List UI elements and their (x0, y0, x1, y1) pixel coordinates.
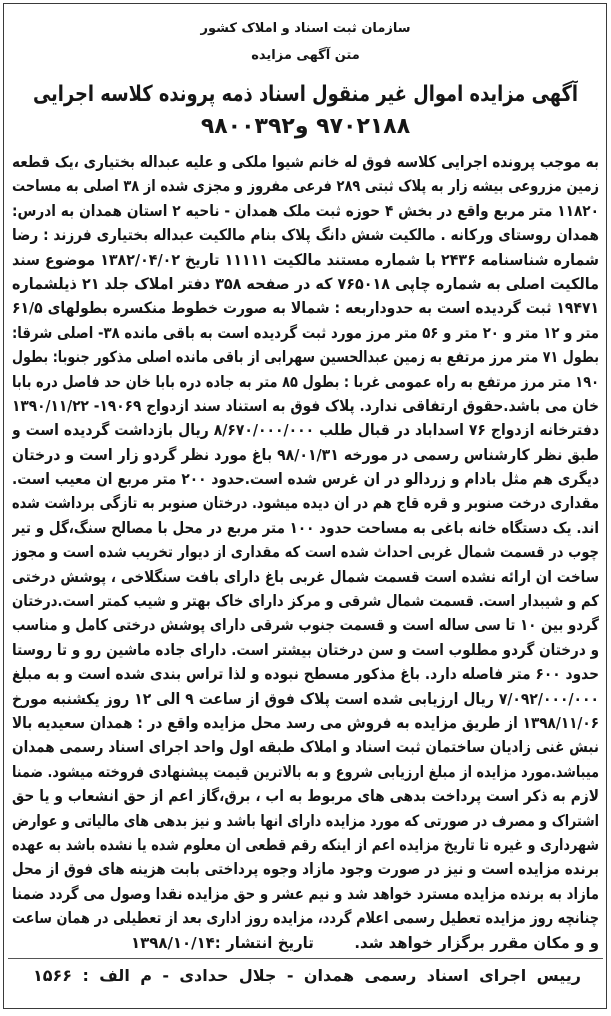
body-line (12, 418, 599, 442)
body-line (12, 735, 599, 759)
body-line-text: ۱۹۴۷۱ ثبت گردیده است به حدوداربعه : شمالا به صورت خطوط منکسره بطولهای ۶۱/۵ (12, 299, 599, 318)
body-line-text: مقداری درخت صنوبر و قره قاج هم در ان دیده میشود. درختان صنوبر به تازگی برداشت شده (12, 494, 599, 513)
body-line-text: شماره شناسنامه ۲۴۳۶ با شماره مستند مالکیت ۱۱۱۱۱ تاریخ ۱۳۸۲/۰۴/۰۲ موضوع سند (12, 250, 599, 269)
closing-line-content (131, 931, 599, 955)
body-line (12, 370, 599, 394)
body-line (12, 613, 599, 637)
body-line-text: لازم به ذکر است پرداخت بدهی های مربوط به اب ، برق،گاز اعم از حق انشعاب و یا حق (12, 787, 599, 806)
body-line (12, 589, 599, 613)
body-line-text: ۱۹۰ متر مرز مرتفع به راه عمومی غربا : بطول ۸۵ متر به جاده دره بابا خان حد فاصل دره بابا (12, 372, 599, 391)
body-line (12, 174, 599, 198)
body-line-text: نبش غنی زادیان ساختمان ثبت اسناد و املاک طبقه اول واحد اجرای اسناد رسمی همدان (12, 738, 599, 757)
body-line (12, 906, 599, 930)
body-line-text: طبق نظر کارشناس رسمی در مورخه ۹۸/۰۱/۳۱ باغ مورد نظر گردو زار است و درختان (12, 445, 599, 464)
case-numbers: ۹۷۰۲۱۸۸ و۹۸۰۰۳۹۲ (200, 114, 411, 139)
body-line (12, 272, 599, 296)
publication-date: تاریخ انتشار :۱۳۹۸/۱۰/۱۴ (131, 933, 314, 952)
body-line (12, 809, 599, 833)
closing-line (131, 931, 599, 955)
body-line-text: ساخت ان ارائه نشده است قسمت شمال غربی باغ دارای بافت سنگلاخی ، پوشش درختی (12, 567, 599, 586)
body-line-text: متر و ۱۲ متر و ۲۰ متر و ۵۶ متر مرز مورد ثبت گردیده است به باقی مانده ۳۸- اصلی شرقا: (12, 323, 599, 342)
body-line (12, 394, 599, 418)
body-line-text: دیگری هم مثل بادام و زردالو در ان غرس شده است.حدود ۲۰۰ متر مربع ان معیب است. (12, 470, 599, 489)
body-line (12, 223, 599, 247)
body-line (12, 491, 599, 515)
body-line-text: ۷/۰۹۲/۰۰۰/۰۰۰ ریال ارزیابی شده است پلاک فوق از ساعت ۹ الی ۱۲ روز یکشنبه مورخ (12, 689, 599, 708)
footer-divider (8, 958, 603, 959)
body-line (12, 638, 599, 662)
body-line (12, 760, 599, 784)
closing-text: و و مکان مقرر برگزار خواهد شد. (354, 933, 599, 952)
body-line (12, 443, 599, 467)
body-line (12, 857, 599, 881)
body-line-text: کم و شیبدار است. قسمت شمال شرقی و مرکز دارای خاک بهتر و شیب کمتر است.درختان (12, 592, 599, 611)
body-line-text: مالکیت اصلی به شماره چاپی ۷۶۵۰۱۸ که در صفحه ۳۵۸ دفتر املاک جلد ۲۱ ذیلشماره (12, 274, 599, 293)
body-line (12, 662, 599, 686)
body-line-text: چنانچه روز مزایده تعطیل رسمی اعلام گردد، مزایده روز اداری بعد از تعطیلی در همان ساعت (12, 909, 599, 928)
notice-title-text: آگهی مزایده اموال غیر منقول اسناد ذمه پرونده کلاسه اجرایی (33, 82, 578, 107)
body-line (12, 150, 599, 174)
body-line (12, 784, 599, 808)
body-line-text: حدود ۶۰۰ متر فاصله دارد. باغ مذکور مسطح نبوده و لذا تراس بندی شده است و به مبلغ (12, 665, 599, 684)
body-line-text: خان می باشد.حقوق ارتفاقی ندارد. پلاک فوق به استناد سند ازدواج ۱۹۰۶۹- ۱۳۹۰/۱۱/۲۲ (12, 396, 599, 415)
notice-type: متن آگهی مزایده (251, 48, 360, 63)
body-line (12, 467, 599, 491)
body-line-text: همدان روستای ورکانه . مالکیت شش دانگ پلاک بنام مالکیت عبداله بختیاری فرزند : رضا (12, 226, 599, 245)
body-line-text: میباشد.مورد مزایده از مبلغ ارزیابی شروع و به بالاترین قیمت پیشنهادی فروخته میشود. ضمنا (12, 762, 599, 781)
body-line-text: گردو بین ۱۰ تا سی ساله است و قسمت جنوب شرقی دارای پوشش درختی کامل و مناسب (12, 616, 599, 635)
body-line (12, 296, 599, 320)
body-line (12, 882, 599, 906)
notice-title (33, 78, 578, 112)
body-line (12, 565, 599, 589)
body-line-text: بطول ۷۱ متر مرز مرتفع به زمین عبدالحسین سهرابی از باقی مانده اصلی مذکور جنوبا: بطول (12, 348, 599, 367)
body-line-text: به موجب پرونده اجرایی کلاسه فوق له خانم شیوا ملکی و علیه عبداله بختیاری ،یک قطعه (12, 153, 599, 171)
body-line (12, 345, 599, 369)
body-line (12, 711, 599, 735)
body-line-text: شهرداری و غیره تا تاریخ مزایده اعم از اینکه رقم قطعی ان معلوم شده یا نشده باشد به عهده (12, 835, 599, 854)
footer-signature-text: رییس اجرای اسناد رسمی همدان - جلال حدادی - م الف : ۱۵۶۶ (33, 966, 581, 985)
agency-name: سازمان ثبت اسناد و املاک کشور (200, 21, 411, 36)
body-line-text: اشتراک و مصرف در صورتی که مورد مزایده دارای انها باشد و نیز بدهی های مالیاتی و عوارض (12, 811, 599, 830)
notice-body (12, 150, 599, 955)
body-line-text: زمین مزروعی بیشه زار به پلاک ثبتی ۲۸۹ فرعی مفروز و مجزی شده از ۳۸ اصلی به مساحت (12, 177, 599, 196)
body-line-text: و درختان گردو مطلوب است و سن درختان بیشتر است. دارای جاده ماشین رو و تا روستا (12, 640, 599, 659)
body-line-text: دفترخانه ازدواج ۷۶ اسداباد در قبال طلب ۸/۶۷۰/۰۰۰/۰۰۰ ریال بازداشت گردیده است و (12, 421, 599, 440)
body-line-text: برنده مزایده است و نیز در صورت وجود مازاد وجوه پرداختی بابت هزینه های فوق از محل (12, 860, 599, 879)
body-line (12, 540, 599, 564)
footer-signature (33, 963, 581, 989)
body-line (12, 833, 599, 857)
body-line (12, 687, 599, 711)
body-line (12, 199, 599, 223)
body-line-text: مازاد به برنده مزایده مسترد خواهد شد و نیم عشر و حق مزایده نقدا وصول می گردد ضمنا (12, 884, 599, 903)
body-line-text: ۱۱۸۲۰ متر مربع واقع در بخش ۴ حوزه ثبت ملک همدان - ناحیه ۲ استان همدان به ادرس: (12, 201, 599, 220)
body-line-text: چوب در قسمت شمال غربی احداث شده است که مقداری از دیوار تخریب شده است و مجوز (12, 543, 599, 562)
body-line-text: اند. یک دستگاه خانه باغی به مساحت حدود ۱۰۰ متر مربع در محل با مصالح سنگ،گل و تیر (12, 518, 599, 537)
body-line (12, 248, 599, 272)
body-line (12, 516, 599, 540)
body-line (12, 321, 599, 345)
body-line-text: ۱۳۹۸/۱۱/۰۶ از طریق مزایده به فروش می رسد محل مزایده واقع در : همدان سعیدیه بالا (12, 713, 599, 732)
